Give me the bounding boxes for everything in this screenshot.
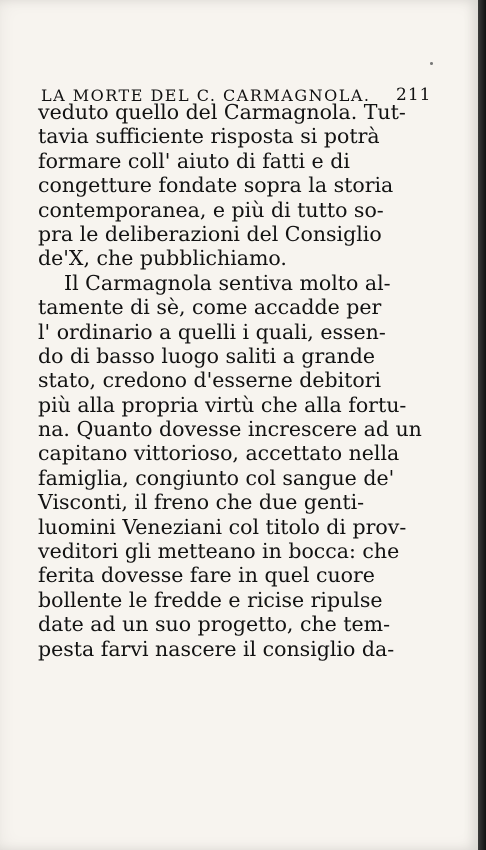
text-line: congetture fondate sopra la storia <box>38 173 394 198</box>
text-line: stato, credono d'esserne debitori <box>38 368 382 393</box>
text-line: pra le deliberazioni del Consiglio <box>38 221 382 246</box>
text-line: date ad un suo progetto, che tem- <box>38 612 391 637</box>
paper-speck <box>430 62 433 65</box>
text-line: più alla propria virtù che alla fortu- <box>38 392 407 417</box>
text-line: famiglia, congiunto col sangue de' <box>38 465 395 490</box>
text-line: do di basso luogo saliti a grande <box>38 343 376 368</box>
text-line: contemporanea, e più di tutto so- <box>38 197 384 222</box>
paragraph-start-line: Il Carmagnola sentiva molto al- <box>64 270 391 295</box>
text-line: de'X, che pubblichiamo. <box>38 246 287 271</box>
text-line: l' ordinario a quelli i quali, essen- <box>38 319 386 344</box>
text-line: veditori gli metteano in bocca: che <box>38 539 400 564</box>
text-line: formare coll' aiuto di fatti e di <box>38 148 350 173</box>
text-line: luomini Veneziani col titolo di prov- <box>38 514 407 539</box>
text-line: tamente di sè, come accadde per <box>38 295 382 320</box>
text-line: bollente le fredde e ricise ripulse <box>38 587 383 612</box>
running-title: LA MORTE DEL C. CARMAGNOLA. <box>41 86 371 105</box>
scan-edge <box>478 0 486 850</box>
text-line: veduto quello del Carmagnola. Tut- <box>38 100 406 124</box>
text-line: Visconti, il freno che due genti- <box>38 490 365 515</box>
text-line: ferita dovesse fare in quel cuore <box>38 563 375 588</box>
page-number: 211 <box>396 85 432 105</box>
text-line: pesta farvi nascere il consiglio da- <box>38 636 395 661</box>
body-text <box>38 100 468 661</box>
text-line: tavia sufficiente risposta si potrà <box>38 124 380 149</box>
text-line: na. Quanto dovesse increscere ad un <box>38 417 422 442</box>
text-line: capitano vittorioso, accettato nella <box>38 441 400 466</box>
